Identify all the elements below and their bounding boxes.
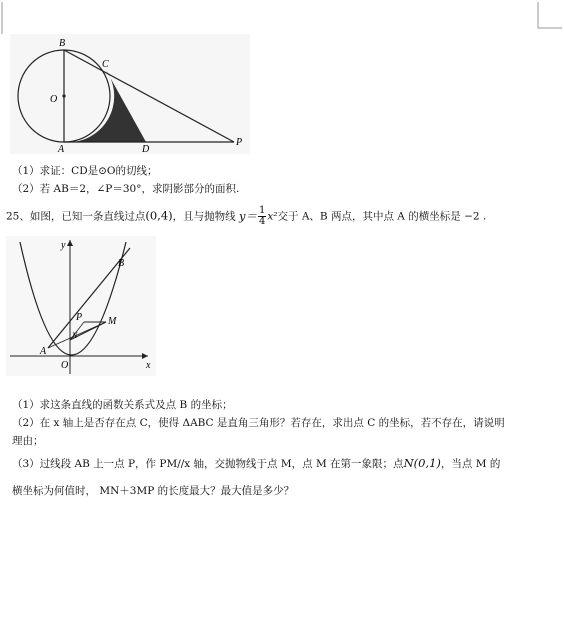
q25-func-rhs: x² xyxy=(267,210,278,223)
q25-stem-point: (0,4) xyxy=(145,208,173,223)
q25-frac-num: 1 xyxy=(258,205,266,216)
label-D: D xyxy=(142,144,150,154)
label-P: P xyxy=(236,137,243,148)
q25-stem-c: 交于 A、B 两点，其中点 A 的横坐标是 −2 . xyxy=(277,210,487,223)
corner-mark-right xyxy=(520,0,564,40)
q25-part3-a: （3）过线段 AB 上一点 P，作 PM//x 轴，交抛物线于点 M，点 M 在第一象限；点 xyxy=(12,458,404,470)
label-O: O xyxy=(50,94,58,105)
q25-part3-line2: 横坐标为何值时， MN＋3MP 的长度最大？最大值是多少？ xyxy=(12,485,295,497)
q25-stem-a: 25、如图，已知一条直线过点 xyxy=(6,210,146,223)
axis-label-x: x xyxy=(146,360,151,371)
q25-part2-line2: 理由； xyxy=(12,435,44,447)
q25-fraction xyxy=(258,206,266,227)
label-C: C xyxy=(102,59,109,70)
axis-label-y: y xyxy=(61,240,66,251)
q25-part3-b: ，当点 M 的 xyxy=(440,458,501,470)
q24-part1: （1）求证：CD是⊙O的切线； xyxy=(12,165,158,177)
label-origin: O xyxy=(61,360,69,371)
q25-stem-b: ，且与抛物线 xyxy=(172,210,236,223)
label-M: M xyxy=(108,316,117,327)
q25-part3-line1 xyxy=(12,456,500,471)
geometry-figure-1 xyxy=(10,34,260,154)
q25-part2-line1: （2）在 x 轴上是否存在点 C，使得 ΔABC 是直角三角形？若存在，求出点 C 的坐标，若不存在，请说明 xyxy=(12,417,505,429)
q24-part2: （2）若 AB＝2，∠P＝30°，求阴影部分的面积. xyxy=(12,183,240,195)
center-dot xyxy=(62,94,65,97)
label-N: N xyxy=(72,331,78,340)
q25-part3-N: N(0,1) xyxy=(403,456,441,470)
graph-figure-2 xyxy=(6,236,166,386)
q25-stem xyxy=(6,206,486,230)
q25-frac-den: 4 xyxy=(258,216,266,227)
label-B: B xyxy=(59,38,66,49)
q25-func-lhs: y＝ xyxy=(238,208,257,223)
label-B: B xyxy=(118,258,125,269)
label-A: A xyxy=(58,144,65,154)
q25-part1: （1）求这条直线的函数关系式及点 B 的坐标； xyxy=(12,399,233,411)
label-P: P xyxy=(76,312,83,323)
label-A: A xyxy=(40,346,47,357)
